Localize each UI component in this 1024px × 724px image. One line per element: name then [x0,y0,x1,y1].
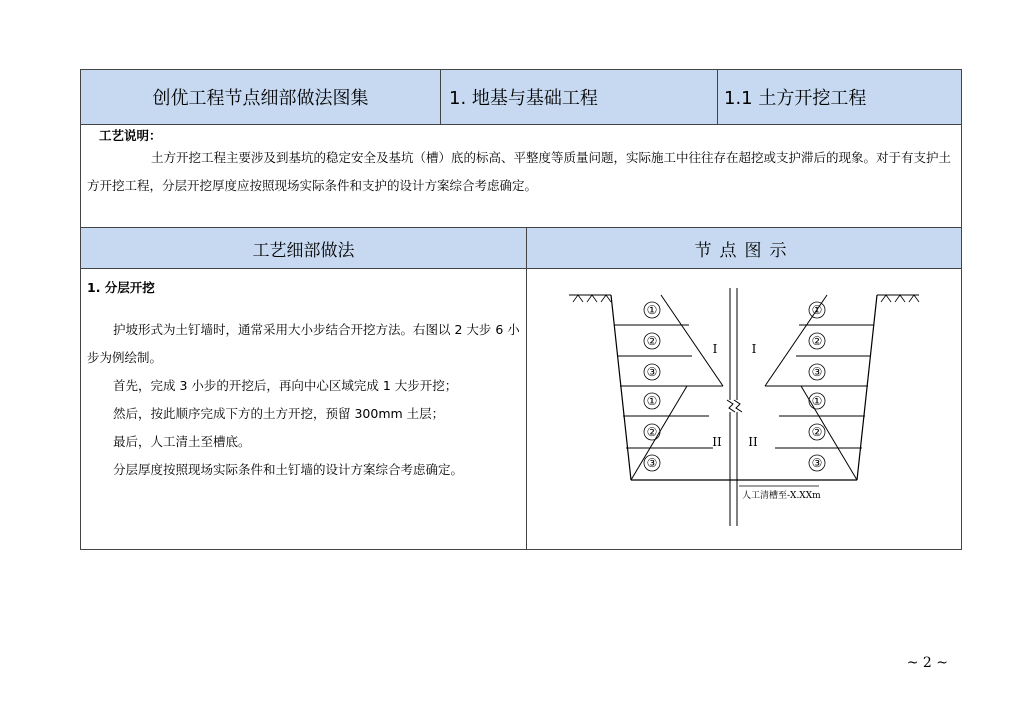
step-number: ② [646,334,658,348]
big-step-label: II [712,435,722,449]
step-number: ② [646,425,658,439]
title-bar [81,70,961,125]
soil-hatch-right [881,295,919,302]
bottom-clearance-label: 人工清槽至-X.XXm [742,491,821,501]
soil-hatch-left [573,295,611,302]
step-number: ① [646,394,658,408]
step-number: ③ [811,456,823,470]
excavation-diagram [527,268,962,550]
step-number: ③ [646,456,658,470]
layer-lines-left [614,325,723,448]
method-paragraph: 分层厚度按照现场实际条件和土钉墙的设计方案综合考虑确定。 [113,462,464,477]
step-number: ② [811,425,823,439]
method-details [81,268,527,550]
method-paragraph: 最后，人工清土至槽底。 [113,434,251,449]
center-divider [727,288,742,526]
big-step-label: I [712,342,718,356]
method-paragraph: 护坡形式为土钉墙时，通常采用大小步结合开挖方法。右图以 2 大步 6 小步为例绘制。 [87,322,520,365]
pit-wall-right [857,295,877,480]
atlas-title: 创优工程节点细部做法图集 [81,70,441,124]
method-paragraph: 然后，按此顺序完成下方的土方开挖，预留 300mm 土层； [113,406,445,421]
diagram-column-title: 节点图示 [694,240,795,261]
step-number: ③ [811,365,823,379]
sub-header-bar [81,228,961,269]
pit-wall-left [611,295,631,480]
big-step-label: II [748,435,758,449]
node-diagram-cell [527,268,962,550]
chapter-title: 1. 地基与基础工程 [441,70,718,124]
method-column-title: 工艺细部做法 [81,228,527,268]
section-title: 1.1 土方开挖工程 [724,88,867,109]
method-paragraph: 首先，完成 3 小步的开挖后，再向中心区域完成 1 大步开挖； [113,378,458,393]
step-number: ② [811,334,823,348]
drawing-sheet [80,69,962,550]
step-number: ① [646,303,658,317]
big-step-label: I [751,342,757,356]
process-description [81,124,961,228]
step-number: ③ [646,365,658,379]
step-title: 1. 分层开挖 [87,280,155,295]
big-step-boundaries [631,295,857,480]
description-title: 工艺说明： [99,128,162,143]
step-number: ① [811,394,823,408]
big-step-labels [712,342,758,449]
description-body: 土方开挖工程主要涉及到基坑的稳定安全及基坑（槽）底的标高、平整度等质量问题，实际施工中往往存在超挖或支护滞后的现象。对于有支护土方开挖工程，分层开挖厚度应按照现场实际条件和支护的设计方案综合考虑确定。 [87,150,952,193]
step-number: ① [811,303,823,317]
page-number: ~ 2 ~ [906,655,948,671]
